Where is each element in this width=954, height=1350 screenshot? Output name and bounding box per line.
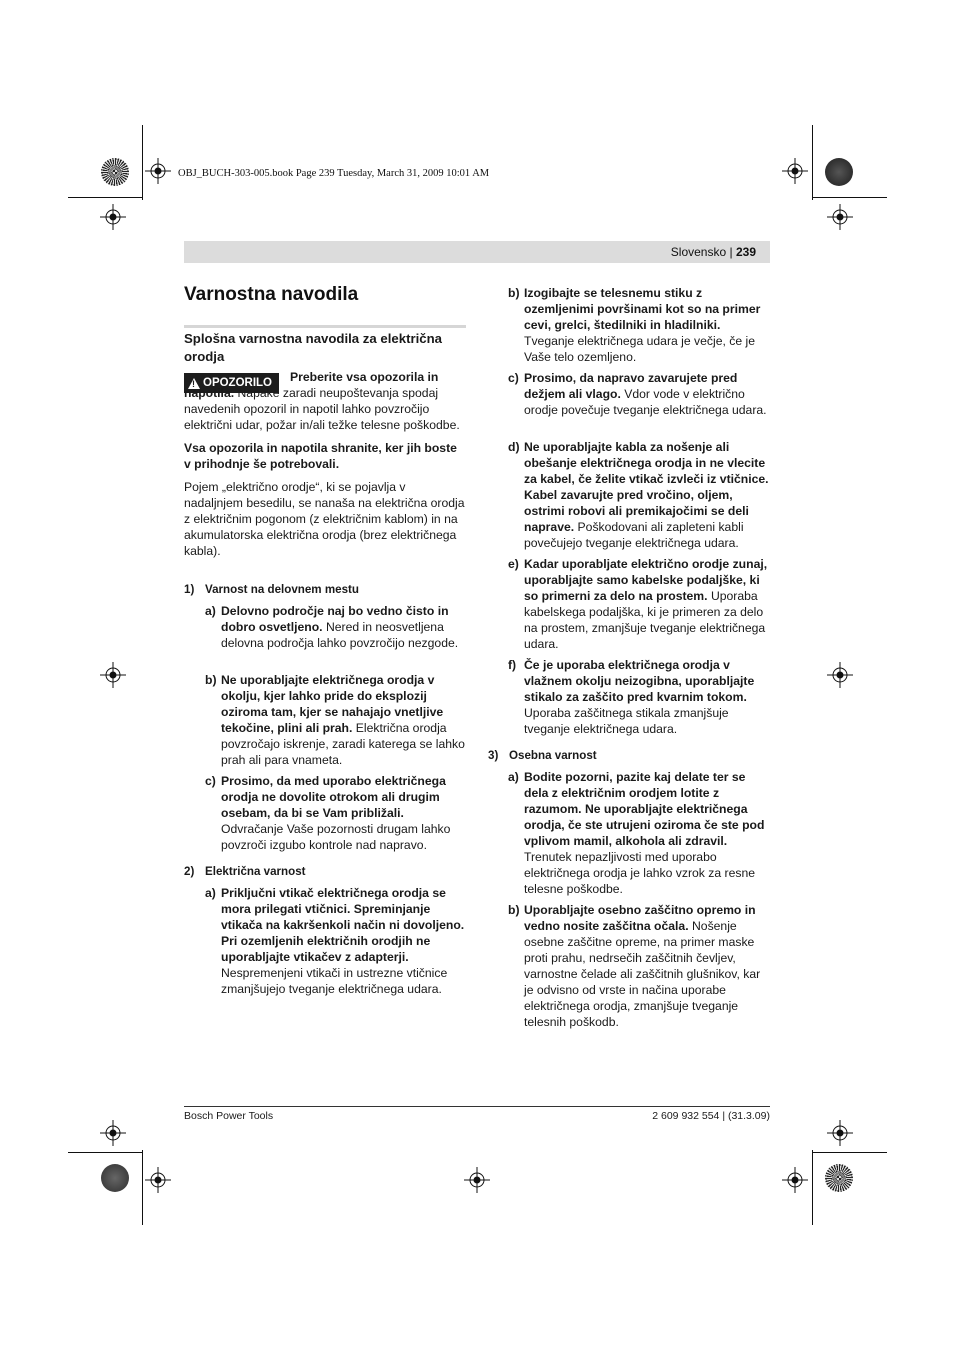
crop-line [812, 125, 813, 200]
footer-brand: Bosch Power Tools [184, 1110, 274, 1122]
intro-paragraph: Pojem „električno orodje“, ki se pojavlja v nadaljnjem besedilu, se nanaša na električna orodja z električnim pogonom (z električnim kablom) in na akumulatorska električna orodja (brez električnega kabla). [184, 480, 465, 558]
keep-notice: Vsa opozorila in napotila shranite, ker jih boste v prihodnje še potrebovali. [184, 441, 457, 471]
section-title: Splošna varnostna navodila za električna orodja [184, 331, 442, 364]
rosette-icon [825, 158, 853, 186]
crop-line [68, 1152, 143, 1153]
registration-mark-icon [100, 1120, 126, 1146]
page-number: 239 [735, 245, 756, 259]
crop-line [812, 1152, 887, 1153]
registration-mark-icon [464, 1167, 490, 1193]
registration-mark-icon [100, 204, 126, 230]
rosette-icon [825, 1164, 853, 1192]
registration-mark-icon [827, 1120, 853, 1146]
print-slug: OBJ_BUCH-303-005.book Page 239 Tuesday, March 31, 2009 10:01 AM [178, 168, 490, 179]
warning-paragraph [184, 369, 466, 559]
registration-mark-icon [827, 662, 853, 688]
crop-line [142, 125, 143, 200]
registration-mark-icon [100, 662, 126, 688]
rosette-icon [101, 1164, 129, 1192]
crop-line [142, 1150, 143, 1225]
warning-badge-label: OPOZORILO [203, 377, 272, 389]
footer-rule [184, 1106, 770, 1107]
registration-mark-icon [782, 158, 808, 184]
header-language: Slovensko [670, 245, 727, 259]
crop-line [812, 197, 887, 198]
warning-text: Napake zaradi neupoštevanja spodaj navedenih opozoril in napotil lahko povzročijo električni udar, požar in/ali težke telesne poškodbe. [184, 386, 460, 432]
registration-mark-icon [782, 1167, 808, 1193]
header-separator: | [729, 245, 733, 259]
page-title: Varnostna navodila [184, 284, 359, 305]
section-rule [184, 325, 466, 328]
page-header [184, 241, 770, 263]
warning-triangle-icon: ! [188, 378, 200, 389]
footer-doc-number: 2 609 932 554 | (31.3.09) [652, 1110, 770, 1122]
registration-mark-icon [145, 1167, 171, 1193]
crop-line [812, 1150, 813, 1225]
rosette-icon [101, 158, 129, 186]
registration-mark-icon [827, 204, 853, 230]
crop-line [68, 197, 143, 198]
registration-mark-icon [145, 158, 171, 184]
warning-lead: Preberite vsa opozorila in napotila. [184, 370, 439, 400]
